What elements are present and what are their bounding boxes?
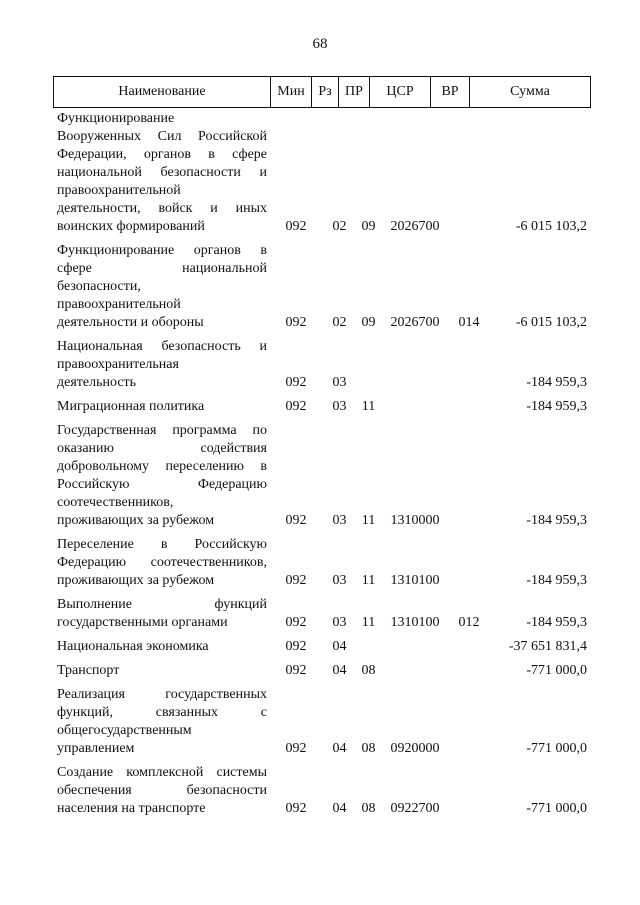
row-name bbox=[53, 536, 267, 590]
row-pr: 09 bbox=[361, 315, 376, 330]
row-min: 092 bbox=[285, 663, 307, 678]
row-name bbox=[53, 242, 267, 332]
row-rz: 03 bbox=[332, 615, 347, 630]
header-pr: ПР bbox=[339, 77, 370, 108]
row-name-line: добровольному переселению в bbox=[57, 459, 267, 474]
row-sum: -771 000,0 bbox=[526, 801, 587, 816]
row-sum: -6 015 103,2 bbox=[515, 219, 587, 234]
header-sum: Сумма bbox=[470, 77, 591, 108]
row-min: 092 bbox=[285, 315, 307, 330]
row-name-line: Федерацию соотечественников, bbox=[57, 555, 267, 570]
row-min: 092 bbox=[285, 615, 307, 630]
table-row bbox=[53, 638, 599, 656]
row-rz: 04 bbox=[332, 801, 347, 816]
row-name-line: Государственная программа по bbox=[57, 423, 267, 438]
row-pr: 09 bbox=[361, 219, 376, 234]
table-body bbox=[53, 110, 599, 824]
row-sum: -184 959,3 bbox=[526, 399, 587, 414]
row-name-line: Федерации, органов в сфере bbox=[57, 147, 267, 162]
row-name-line: деятельности и обороны bbox=[57, 315, 204, 330]
row-name-line: проживающих за рубежом bbox=[57, 573, 215, 588]
table-row bbox=[53, 686, 599, 758]
row-name-line: Миграционная политика bbox=[57, 399, 205, 414]
row-min: 092 bbox=[285, 399, 307, 414]
row-name-line: Национальная экономика bbox=[57, 639, 209, 654]
row-sum: -771 000,0 bbox=[526, 663, 587, 678]
table-header bbox=[53, 76, 591, 108]
row-rz: 02 bbox=[332, 315, 347, 330]
row-name-line: Создание комплексной системы bbox=[57, 765, 267, 780]
row-name-line: функций, связанных с bbox=[57, 705, 267, 720]
row-min: 092 bbox=[285, 639, 307, 654]
row-rz: 04 bbox=[332, 639, 347, 654]
row-min: 092 bbox=[285, 219, 307, 234]
row-rz: 04 bbox=[332, 663, 347, 678]
row-name-line: сфере национальной bbox=[57, 261, 267, 276]
table-row bbox=[53, 110, 599, 236]
row-min: 092 bbox=[285, 375, 307, 390]
row-min: 092 bbox=[285, 513, 307, 528]
row-name-line: государственными органами bbox=[57, 615, 228, 630]
table-row bbox=[53, 242, 599, 332]
row-csr: 1310000 bbox=[390, 513, 440, 528]
row-name bbox=[53, 764, 267, 818]
row-name bbox=[53, 422, 267, 530]
row-sum: -6 015 103,2 bbox=[515, 315, 587, 330]
row-sum: -771 000,0 bbox=[526, 741, 587, 756]
row-name-line: правоохранительной bbox=[57, 297, 181, 312]
row-name-line: общегосударственным bbox=[57, 723, 192, 738]
header-row bbox=[54, 77, 591, 108]
page-number: 68 bbox=[312, 36, 328, 52]
row-name-line: управлением bbox=[57, 741, 135, 756]
row-csr: 0920000 bbox=[390, 741, 440, 756]
header-csr: ЦСР bbox=[370, 77, 431, 108]
row-name bbox=[53, 338, 267, 392]
row-name-line: правоохранительной bbox=[57, 183, 181, 198]
row-csr: 1310100 bbox=[390, 573, 440, 588]
row-name-line: обеспечения безопасности bbox=[57, 783, 267, 798]
row-name-line: Транспорт bbox=[57, 663, 120, 678]
row-name-line: деятельности, войск и иных bbox=[57, 201, 267, 216]
table-row bbox=[53, 398, 599, 416]
row-min: 092 bbox=[285, 741, 307, 756]
row-name bbox=[53, 398, 267, 416]
header-vr: ВР bbox=[431, 77, 470, 108]
row-vr: 012 bbox=[458, 615, 480, 630]
row-pr: 11 bbox=[361, 399, 376, 414]
row-sum: -37 651 831,4 bbox=[508, 639, 587, 654]
row-min: 092 bbox=[285, 801, 307, 816]
header-min: Мин bbox=[271, 77, 312, 108]
header-rz: Рз bbox=[312, 77, 339, 108]
table-row bbox=[53, 596, 599, 632]
row-pr: 11 bbox=[361, 573, 376, 588]
table-row bbox=[53, 764, 599, 818]
row-sum: -184 959,3 bbox=[526, 375, 587, 390]
row-csr: 1310100 bbox=[390, 615, 440, 630]
table-row bbox=[53, 662, 599, 680]
row-vr: 014 bbox=[458, 315, 480, 330]
row-name-line: соотечественников, bbox=[57, 495, 174, 510]
row-csr: 2026700 bbox=[390, 315, 440, 330]
row-rz: 03 bbox=[332, 399, 347, 414]
row-pr: 08 bbox=[361, 741, 376, 756]
table-row bbox=[53, 338, 599, 392]
row-pr: 08 bbox=[361, 663, 376, 678]
row-name bbox=[53, 110, 267, 236]
row-rz: 03 bbox=[332, 513, 347, 528]
row-name bbox=[53, 686, 267, 758]
row-rz: 03 bbox=[332, 375, 347, 390]
row-min: 092 bbox=[285, 573, 307, 588]
row-name-line: Функционирование органов в bbox=[57, 243, 267, 258]
row-pr: 11 bbox=[361, 615, 376, 630]
row-name bbox=[53, 638, 267, 656]
row-name-line: безопасности, bbox=[57, 279, 141, 294]
row-name-line: Вооруженных Сил Российской bbox=[57, 129, 267, 144]
header-name: Наименование bbox=[54, 77, 271, 108]
row-name-line: Функционирование bbox=[57, 111, 175, 126]
row-name-line: проживающих за рубежом bbox=[57, 513, 215, 528]
row-name-line: населения на транспорте bbox=[57, 801, 206, 816]
row-csr: 2026700 bbox=[390, 219, 440, 234]
row-rz: 04 bbox=[332, 741, 347, 756]
row-sum: -184 959,3 bbox=[526, 573, 587, 588]
row-name-line: Переселение в Российскую bbox=[57, 537, 267, 552]
row-sum: -184 959,3 bbox=[526, 513, 587, 528]
row-sum: -184 959,3 bbox=[526, 615, 587, 630]
row-name-line: воинских формирований bbox=[57, 219, 205, 234]
row-name-line: оказанию содействия bbox=[57, 441, 267, 456]
row-name-line: Российскую Федерацию bbox=[57, 477, 267, 492]
row-name-line: деятельность bbox=[57, 375, 137, 390]
table-row bbox=[53, 422, 599, 530]
row-csr: 0922700 bbox=[390, 801, 440, 816]
table-row bbox=[53, 536, 599, 590]
row-name-line: Выполнение функций bbox=[57, 597, 267, 612]
row-name bbox=[53, 662, 267, 680]
row-name-line: Реализация государственных bbox=[57, 687, 267, 702]
row-name-line: национальной безопасности и bbox=[57, 165, 267, 180]
row-pr: 08 bbox=[361, 801, 376, 816]
row-rz: 02 bbox=[332, 219, 347, 234]
row-name-line: правоохранительная bbox=[57, 357, 179, 372]
row-name-line: Национальная безопасность и bbox=[57, 339, 267, 354]
row-name bbox=[53, 596, 267, 632]
row-pr: 11 bbox=[361, 513, 376, 528]
row-rz: 03 bbox=[332, 573, 347, 588]
